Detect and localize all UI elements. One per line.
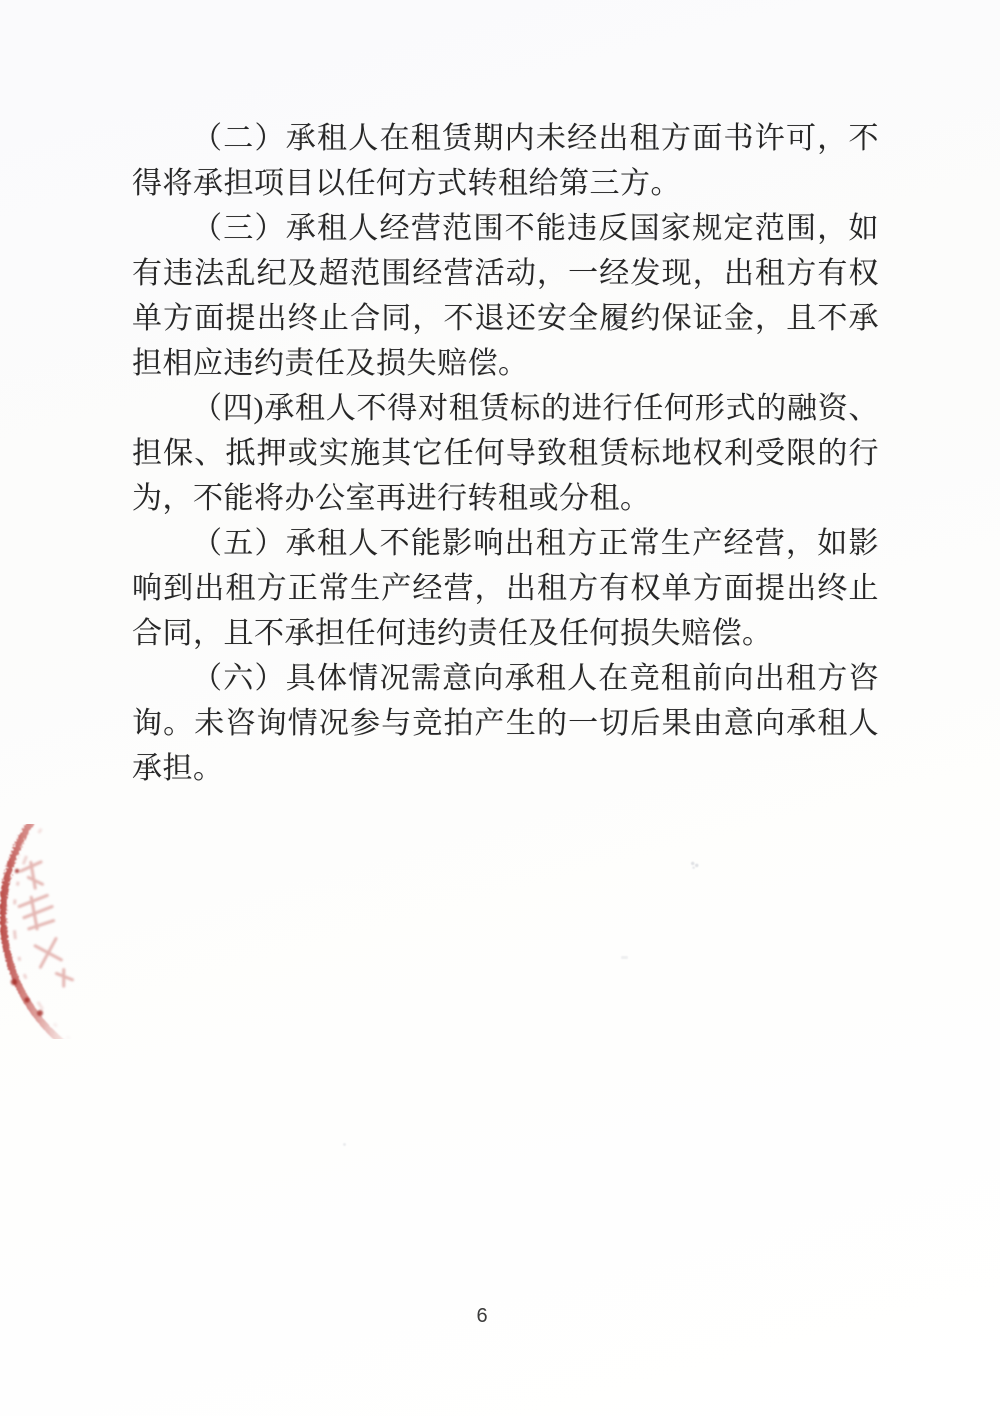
scan-speck <box>690 861 699 869</box>
clause-paragraph-liu: （六）具体情况需意向承租人在竞租前向出租方咨询。未咨询情况参与竞拍产生的一切后果由意向承租人承担。 <box>132 662 879 785</box>
clause-paragraph-wu: （五）承租人不能影响出租方正常生产经营，如影响到出租方正常生产经营，出租方有权单方面提出终止合同，且不承担任何违约责任及任何损失赔偿。 <box>132 527 879 650</box>
red-seal-stamp-icon <box>0 824 150 1039</box>
page-number: 6 <box>476 1305 488 1327</box>
scan-speck <box>621 956 628 959</box>
clause-paragraph-er: （二）承租人在租赁期内未经出租方面书许可，不得将承担项目以任何方式转租给第三方。 <box>132 122 879 200</box>
scan-speck <box>343 1143 346 1146</box>
clause-paragraph-si: （四)承租人不得对租赁标的进行任何形式的融资、担保、抵押或实施其它任何导致租赁标地权利受限的行为，不能将办公室再进行转租或分租。 <box>132 392 879 515</box>
clause-paragraph-san: （三）承租人经营范围不能违反国家规定范围，如有违法乱纪及超范围经营活动，一经发现，出租方有权单方面提出终止合同，不退还安全履约保证金，且不承担相应违约责任及损失赔偿。 <box>132 212 879 380</box>
seal-glyph-marks <box>9 859 73 991</box>
document-body <box>132 116 879 791</box>
